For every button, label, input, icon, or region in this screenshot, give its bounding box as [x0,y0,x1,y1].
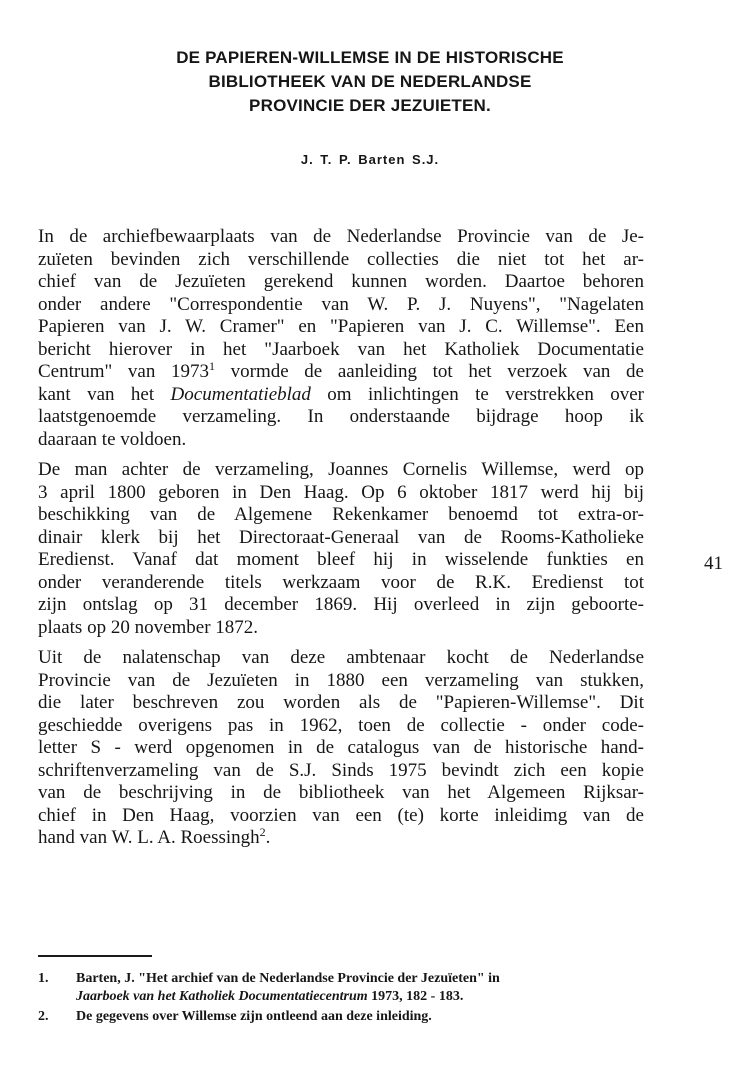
footnotes [38,970,658,1028]
text-line: schriftenverzameling van de S.J. Sinds 1975 bevindt zich een kopie [38,759,644,781]
text-line: letter S - werd opgenomen in de catalogus van de historische hand- [38,737,644,758]
text-line: onder andere "Correspondentie van W. P. J. Nuyens", "Nagelaten [38,293,644,315]
text-line: chief in Den Haag, voorzien van een (te) korte inleidimg van de [38,804,644,826]
text-fragment: . [265,827,271,848]
text-line: chief van de Jezuïeten gerekend kunnen worden. Daartoe behoren [38,271,644,292]
paragraph-2 [38,459,644,639]
text-line: In de archiefbewaarplaats van de Nederlandse Provincie van de Je- [38,226,644,247]
text-line: onder veranderende titels werkzaam voor de R.K. Eredienst tot [38,571,644,593]
text-fragment: kant van het [38,383,171,405]
text-line: laatstgenoemde verzameling. In onderstaande bijdrage hoop ik [38,406,644,427]
footnote-divider [38,955,152,957]
text-line: daaraan te voldoen. [38,428,187,450]
article-title [60,46,680,118]
text-line: Papieren van J. W. Cramer" en "Papieren van J. C. Willemse". Een [38,316,644,337]
text-line: De man achter de verzameling, Joannes Cornelis Willemse, werd op [38,459,644,480]
text-line: beschikking van de Algemene Rekenkamer benoemd tot extra-or- [38,504,644,525]
footnote-ref-2[interactable]: 2 [259,825,266,839]
article-body [38,226,644,858]
text-line [38,827,644,850]
text-line: zijn ontslag op 31 december 1869. Hij overleed in zijn geboorte- [38,594,644,615]
text-line [38,384,644,407]
text-line: die later beschreven zou worden als de "Papieren-Willemse". Dit [38,692,644,713]
footnote-text: De gegevens over Willemse zijn ontleend aan deze inleiding. [76,1009,432,1024]
text-line: zuïeten bevinden zich verschillende collecties die niet tot het ar- [38,248,644,270]
publication-title: Jaarboek van het Katholiek Documentatiecentrum [76,989,368,1004]
text-line: van de beschrijving in de bibliotheek van het Algemeen Rijksar- [38,782,644,803]
paragraph-3 [38,647,644,850]
text-line: plaats op 20 november 1872. [38,616,259,638]
footnote-text: 1973, 182 - 183. [367,989,464,1004]
footnote-number: 2. [38,1009,49,1024]
text-line [38,361,644,384]
title-line: DE PAPIEREN-WILLEMSE IN DE HISTORISCHE [176,48,564,67]
text-fragment: om inlichtingen te verstrekken over [310,383,645,405]
text-line: bericht hierover in het "Jaarboek van het Katholiek Documentatie [38,338,644,360]
footnote-2 [38,1008,658,1026]
text-line: 3 april 1800 geboren in Den Haag. Op 6 oktober 1817 werd hij bij [38,481,644,503]
text-line: Provincie van de Jezuïeten in 1880 een verzameling van stukken, [38,669,644,691]
paragraph-1 [38,226,644,451]
text-line: dinair klerk bij het Directoraat-Generaal van de Rooms-Katholieke [38,526,644,548]
text-fragment: Centrum" van 1973 [38,361,209,382]
footnote-ref-1[interactable]: 1 [208,359,215,373]
text-fragment: vormde de aanleiding tot het verzoek van de [214,361,644,382]
text-line: geschiedde overigens pas in 1962, toen de collectie - onder code- [38,714,644,736]
title-line: BIBLIOTHEEK VAN DE NEDERLANDSE [208,72,532,91]
footnote-1 [38,970,658,1006]
footnote-text: Barten, J. "Het archief van de Nederlandse Provincie der Jezuïeten" in [76,971,500,986]
title-line: PROVINCIE DER JEZUIETEN. [249,96,491,115]
text-line: Uit de nalatenschap van deze ambtenaar kocht de Nederlandse [38,647,644,668]
text-fragment: hand van W. L. A. Roessingh [38,827,260,848]
publication-title: Documentatieblad [170,383,311,405]
page-number: 41 [704,553,723,574]
footnote-number: 1. [38,971,49,986]
text-line: Eredienst. Vanaf dat moment bleef hij in wisselende funkties en [38,549,644,570]
author-byline: J. T. P. Barten S.J. [300,152,440,167]
